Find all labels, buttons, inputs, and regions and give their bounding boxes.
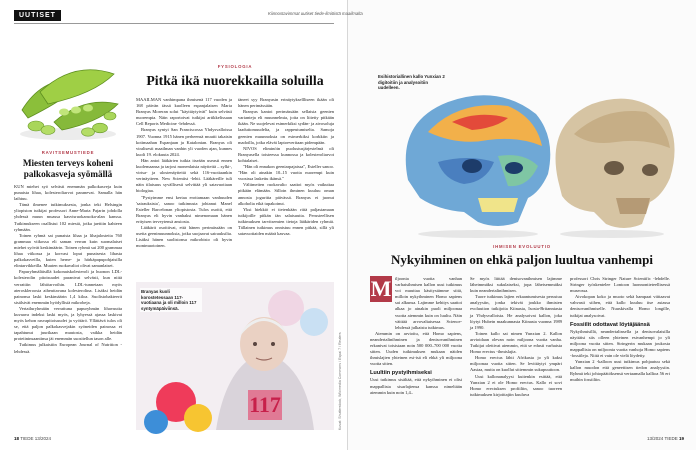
evolution-column-3 (570, 276, 670, 436)
beans-image (14, 52, 122, 142)
article-paragraph: "Hän oli ennakon geeniarpajaissa", Esteller sanoo. "Hän oli ainakin 10–15 vuotta nuorempi kuin vuosissa laskettu ikänsä." (238, 164, 334, 182)
sidebar-headline: Miesten terveys koheni palkokasveja syömällä (22, 158, 114, 179)
article-paragraph: NIVOS eliminöin puolustusjärjestelmä oli Branyasella toisteessa kunnossa ja kolesteroliarvot kohtalaiset. (238, 145, 334, 163)
article-paragraph: Tuore tutkimus lajien erkaantumisesta perustuu analyysiin, jonka tekivät joukko ihmisten evoluution tutkijoita Kiinasta, Isosta-Britanniasta ja Yhdysvalloista. He analysoivat kallon, joka löytyi Hubein maakunnasta Kiinasta vuonna 1989 ja 1990. (470, 294, 562, 330)
article-paragraph: professori Chris Stringer Nature Scientific -lehdelle. Stringer työskentelee Lontoon luonnontieteellisessä museossa. (570, 276, 670, 294)
skull-caption: Esihistoriallinen kallo Yunxian 2 digitoitiin ja analysoitiin uudelleen. (378, 74, 445, 90)
main-article-kicker: FYSIOLOGIA (217, 64, 253, 69)
main-article-column-1 (136, 97, 232, 277)
svg-text:117: 117 (249, 392, 281, 417)
folio-right (647, 436, 684, 441)
sidebar-paragraph: Papuryhmäläisillä kokonaiskolesteroli ja huonon LDL-kolesterolin pitoisuudet paranivat selvästi, kun niitä verrattiin lähtöarvoihin. LDL-tunnetaan myös ateroskleroosia aiheuttavana kolesterolina. Lisäksi heidän painonsa laski keskimäärin 1,4 kiloa. Suolistobakteerit sisälsivät enemmän hyödyllisiä mikrobeja. (14, 269, 122, 305)
evolution-column-2 (470, 276, 562, 436)
photo-caption: Branyas kuoli korostetessaan 117-vuotiaana ja oli milloin 117 syntymäpäiviinsä. (140, 288, 202, 312)
evolution-kicker: IHMISEN EVOLUUTIO (493, 244, 551, 249)
article-paragraph: Aivokopan koko ja muoto sekä hampaat viittaavat vahvasti siihen, että kallo kuuluu itse asiassa denisovanihmiselle. Nuuskivalla Homo longille, tutkijat analysoivat. (570, 294, 670, 318)
article-paragraph: Uusi kallonanalyysi kuitenkin esittää, että Yunxian 2 ei ole Homo erectus. Kallo ei sovi Homo erectuksen profiiliin, sanoo tuoreen tutkimuksen kirjoittajiin kuuluva (470, 373, 562, 397)
article-paragraph: MAAILMAN vanhimpana ihmisenä 117 vuoden ja 168 päivän iässä kuolleen espanjalaisen Maria Branyas Moreran solut "käyttäytyivät" kuin selvästi nuorempia. Näin raportoivat tutkijat artikkelissaan Cell Reports Medicine -lehdessä. (136, 97, 232, 127)
article-paragraph: Väliimeiten ruokavalio saattoi myös vaikuttaa pitkään elämään. Silloin ihminen kuuluu oman annosta joguritta päivässä. Branyas ei juonut alkoholia eikä tupakoinut. (238, 182, 334, 206)
article-paragraph: Se myös liittää denisovanihmisen lajimme läheimmäksi sukulaiseksi, jopa läheisemmäksi kuin neandertalinihmisen. (470, 276, 562, 294)
drop-cap: M (370, 276, 392, 301)
sidebar-paragraph: Vertailuryhmään verrattuna papuryhmän lihavuutta kuvaava indeksi laski myös, ja lyhyessä ajassa laskivat myös kehon rasvapitoisuudet ja vyötärö. Yllättävä tulos oli se, että paljon palkokasvejakin syöneiden painossa ei tapahtunut juurikaan muutosta, vaikka heidän proteiininsaantinsa jäi enemmän suositellun tason alle. (14, 305, 122, 342)
evolution-subhead-1: Luultiin pystyihmiseksi (370, 370, 432, 377)
header-rule (14, 23, 334, 24)
magazine-name: TIEDE (664, 436, 678, 441)
sidebar-paragraph: Tutkimus julkaistiin European Journal of Nutrition -lehdessä. (14, 342, 122, 354)
article-paragraph: Yunxian 2 -kalloon uusi tutkimus pohjautuu sekä kallon muodon että geneettisen tiedon analyysiin. Ryhmä teki johtopäätöksensä vertaamalla kallioa 56 eri muihin fossiiliin. (570, 359, 670, 383)
article-paragraph: Uusi tutkimus sisältää, että nykyihminen ei olisi mappallista sisarlajiensa kanssa nimeltään aiemmin kuin noin 1,4– (370, 377, 462, 395)
main-article-column-2 (238, 97, 334, 277)
article-paragraph: täneet syy Branyasin erinäytyksellliseen ikään oli hänen perimässään. (238, 97, 334, 109)
photo-credit: Kuvat: Shutterstock, Wikimedia Commons / Espai 7 / Reuters (338, 332, 342, 430)
evolution-subhead-2: Fossiilit odottavat löytäjäänsä (570, 321, 650, 328)
sidebar-body (14, 184, 122, 432)
article-paragraph: Lääkärit osoittivat, että hänen perimässään on useita geenimuunnoksia, jotka suojaavat sairauksilta. Lisäksi hänen suolistonsa mikrobisto oli hyvin monimuotoinen. (136, 224, 232, 249)
article-paragraph: Nykyihmisillä, neandertalinsella ja denisovalaisilla näyttäisi siis olleen yhteinen esivanhempi jo yli miljoona vuotta sitten. Stringerin mukaan joukosta mappallisia on miljoonia vuotta vanhoja Homo sapiens -fossiileja. Niitä ei vain ole vielä löydetty. (570, 328, 670, 359)
main-article-headline: Pitkä ikä nuorekkailla soluilla (146, 73, 324, 88)
article-paragraph: Hän antoi lääkärien tutkia itseään useasti ennen kuolemaansa ja tarjosi monenlaisia näytteitä – sylki-, virtsa- ja ulostenäytteitä sekä 116-vuotiaankin verinäytteen. New Scientist -lehti. Lääkäreille tuli näin tilaisuus syvällisesti selvittää yli satavuotiaan biologiaa. (136, 157, 232, 194)
article-paragraph: Yksi hiekkiö ei tietenkään riitä paljastamaan tutkijoille pitkän iän salaisuutta. Perusteellisen tutkimuksen tarvitsemien tietoja lääkäriden ryhmiä. Tällainen tutkimus onnistuu ennen pitkää, sillä yli satavuotiaiden määrä kasvaa. (238, 206, 334, 237)
issue-number: 13/2024 (647, 436, 664, 441)
article-paragraph: Branyas syntyi San Franciscossa Yhdysvalloissa 1907. Vuonna 1915 hänen perheensä muutti takaisin kotimaahan Espanjaan ja Katalonian. Branyas oli viralisesti maailman vanhin yli vuoden ajan, kunnes kuoli 19. elokuuta 2024. (136, 127, 232, 157)
magazine-name: TIEDE (20, 436, 34, 441)
folio-left (14, 436, 51, 441)
sidebar-paragraph: Tämä ilmenee tutkimuksesta, jonka teki Helsingin yliopiston tutkijat professori Anne-Maria Pajarin johdolla yhdessä muun muassa kasvisruokaruoka-alan kanssa. Tutkimukseen osallistui 102 miestä, jotka jaettiin kahteen ryhmään. (14, 202, 122, 232)
sidebar-paragraph: Toinen ryhmä sai punaista lihaa ja lihajalosteita 760 grammaa viikossa eli saman verran kuin suomalaiset miehet syövät keskimäärin. Toinen ryhmä sai 200 grammaa lihaa viikossa ja korvasi loput punaisesta lihasta palkokasveilla, kuten herne- ja härkäpapupohjaisilla elintarvikkeilla. Muuten ruokavaliot olivat samanlaiset. (14, 232, 122, 269)
article-paragraph: Homo erectus lähti Afrikasta jo yli kaksi miljoonaa vuotta sitten. Se levittäytyi ympäri Aasiaa, mutta on kuollut sittemmin sukupuuttoon. (470, 355, 562, 373)
article-paragraph: Aiemmin on arvioitu, että Homo sapiens, neandertalinihminen ja denisovanihminen erkanivat toisistaan noin 500 000–700 000 vuotta sitten. Uuden tutkimuksen mukaan näiden ihmislajien yhteinen esi-isä eli ehkä yli miljoona vuotta sitten. (370, 330, 462, 367)
issue-number: 13/2024 (34, 436, 51, 441)
article-paragraph: Branyas kantoi perimässään sellaisia geenien varianteja eli muunnelmia, joita on liitetty pitkään ikään. Ne suojelevat esimerkiksi sydän- ja aivosoluja laaduttomuudelta, ja rappeutumiselta. Samoja geenien muunnoksia on esimerkiksi korkkiin ja madoilla, jotka elävät laptoeveritaan pidempään. (238, 109, 334, 145)
article-paragraph: Toinen kallo sai nimen Yunxian 2. Kallon arvioidaan olevan noin miljoona vuotta vanha. Tutkijat olettivat aiemmin, että se edusti varhaista Homo erectus -ihmislajia. (470, 330, 562, 355)
page-number: 19 (678, 436, 684, 441)
section-tag: UUTISET (14, 10, 61, 21)
evolution-headline: Nykyihminen on ehkä paljon luultua vanhempi (391, 252, 653, 267)
intro-paragraph: iljoonia vuotta vanhan varhaisihmisen kallon uusi tutkimus voi muuttaa käsitystämme siitä, milloin nykyihminen Homo sapiens sai alkunsa. Lajimme kehitys saattoi alkaa jo ainakin puoli miljoonaa vuotta aiemmin kuin on luultu. Näin väittää arvovaltaisessa Science-lehdessä julkaistu tutkimus. (395, 276, 462, 330)
sidebar-paragraph: KUN miehet syö selvästi enemmän palkokasveja kuin punaista lihaa, kolesteroliarvot paranevat. Samalla hän laihtuu. (14, 184, 122, 202)
section-tagline: Kiinnostavimmat uutiset tiede-ilmiöistä maailmalta (268, 11, 363, 16)
article-paragraph: "Pystyimme ensi kertaa erottamaan vanhuuden 'sairauksista', sanoo tutkimusta johtanut Manel Esteller Barcelonan yliopistosta. Tulos osoitti, että Branyas eli hyvin vanhaksi nimenomaan hänen erityisen terveytensä ansiosta. (136, 194, 232, 224)
page-number: 18 (14, 436, 20, 441)
sidebar-kicker: RAVITSEMUSTIEDE (41, 150, 95, 155)
